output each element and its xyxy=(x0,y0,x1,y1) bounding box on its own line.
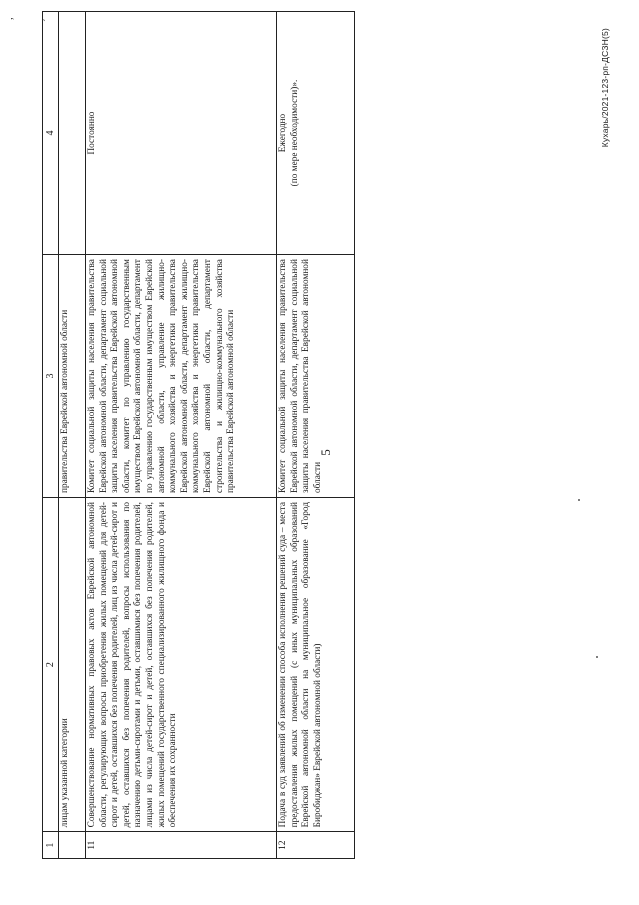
scan-speck xyxy=(596,656,598,658)
header-cell: 1 xyxy=(43,832,59,859)
scan-speck xyxy=(578,499,580,501)
table-row xyxy=(86,12,277,859)
table-row xyxy=(277,12,355,859)
document-code: Кухарь/2021-123-рп-ДСЗН(5) xyxy=(600,28,610,148)
row-number: 12 xyxy=(277,832,355,859)
header-cell: 3 xyxy=(43,255,59,498)
executors-cell: правительства Еврейской автономной области xyxy=(59,255,86,498)
measures-table xyxy=(42,11,355,859)
header-cell: 2 xyxy=(43,498,59,832)
table-row xyxy=(59,12,86,859)
header-cell: 4 xyxy=(43,12,59,255)
measure-cell: Подача в суд заявлений об изменении способа исполнения решений суда – места предоставления жилых помещений (с иных муниципальных образований Еврейской автономной области на муниципальное образование «Город Биробиджан» Еврейской автономной области) xyxy=(277,498,355,832)
executors-cell: Комитет социальной защиты населения правительства Еврейской автономной области, департамент социальной защиты населения правительства Еврейской автономной области, комитет по управлению государственным имуществом Еврейской автономной области, департамент по управлению государственным имуществом Еврейской автономной области, управление жилищно-коммунального хозяйства и энергетики правительства Еврейской автономной области, департамент жилищно-коммунального хозяйства и энергетики правительства Еврейской автономной области, департамент строительства и жилищно-коммунального хозяйства правительства Еврейской автономной области xyxy=(86,255,277,498)
term-cell: Постоянно xyxy=(86,12,277,255)
executors-cell: Комитет социальной защиты населения правительства Еврейской автономной области, департамент социальной защиты населения правительства Еврейской автономной области xyxy=(277,255,355,498)
scan-mark: ´ xyxy=(42,18,54,22)
page-number: 5 xyxy=(318,449,333,456)
row-number: 11 xyxy=(86,832,277,859)
table-header-row xyxy=(43,12,59,859)
measure-cell: Совершенствование нормативных правовых актов Еврейской автономной области, регулирующих вопросы приобретения жилых помещений для детей-сирот и детей, оставшихся без попечения родителей, лиц из числа детей-сирот и детей, оставшихся без попечения родителей, вопросы использования по назначению детьми-сиротами и детьми, оставшимися без попечения родителей, лицами из числа детей-сирот и детей, оставшихся без попечения родителей, жилых помещений государственного специализированного жилищного фонда и обеспечения их сохранности xyxy=(86,498,277,832)
measure-cell: лицам указанной категории xyxy=(59,498,86,832)
row-number xyxy=(59,832,86,859)
scan-mark: , xyxy=(3,17,15,20)
term-cell: Ежегодно (по мере необходимости)». xyxy=(277,12,355,255)
term-cell xyxy=(59,12,86,255)
